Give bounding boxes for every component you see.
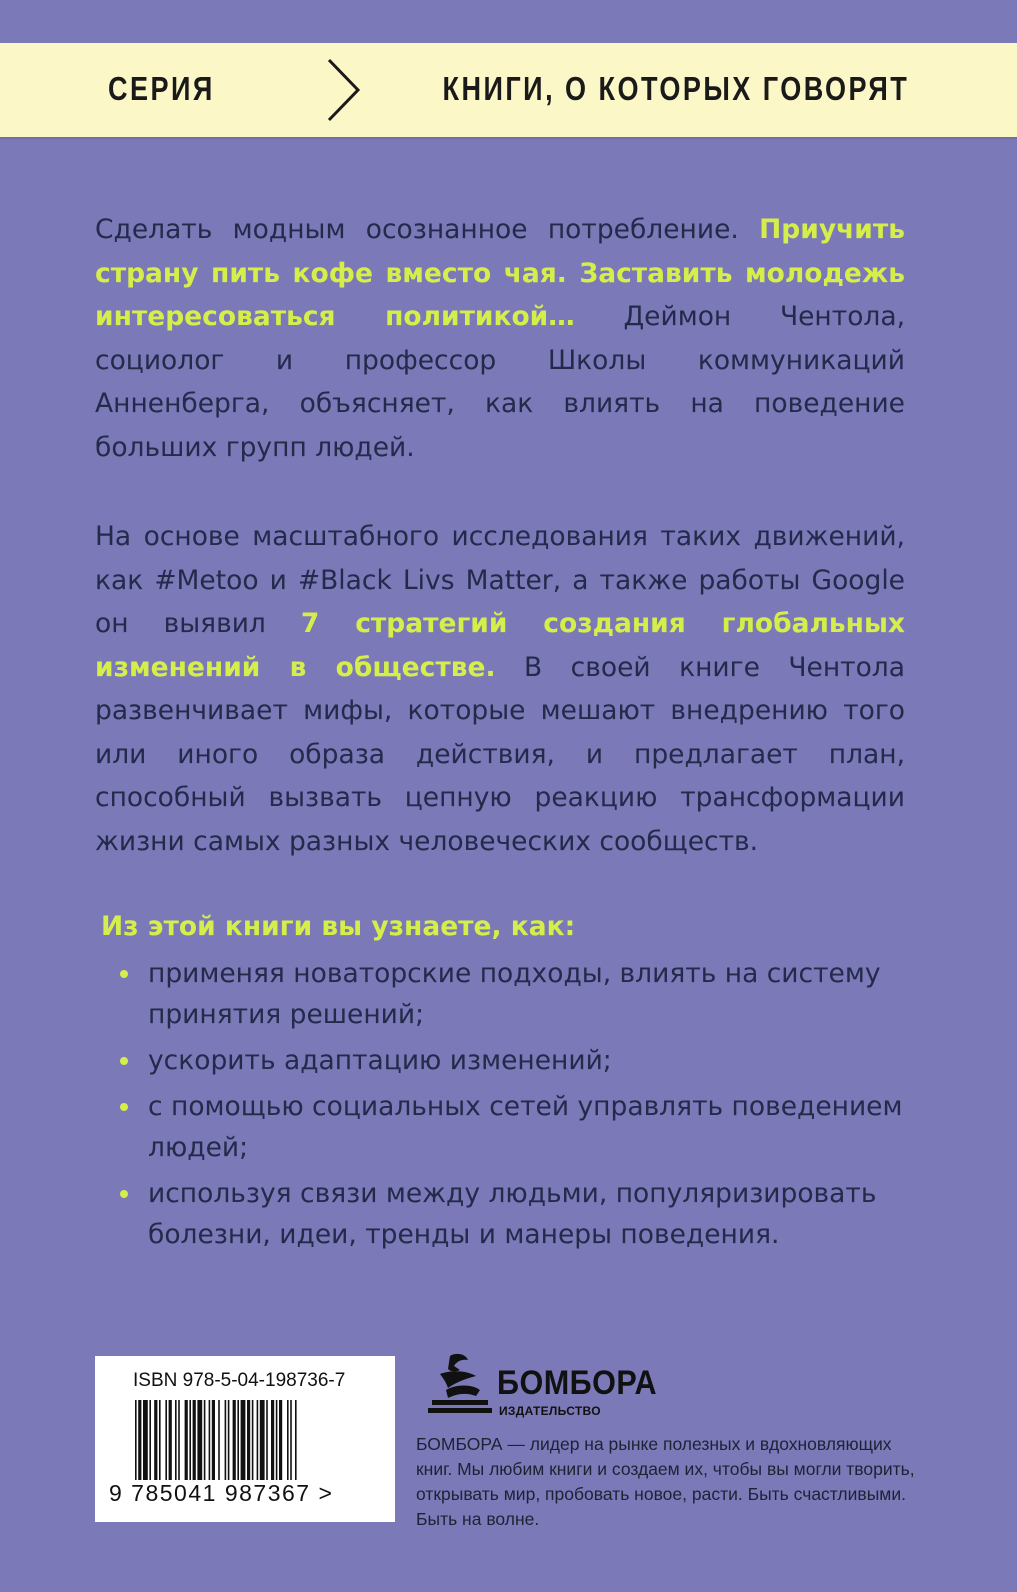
series-title: КНИГИ, О КОТОРЫХ ГОВОРЯТ xyxy=(442,70,909,107)
isbn-label: ISBN 978-5-04-198736-7 xyxy=(133,1370,346,1391)
research-text: На основе масштабного исследования таких движений, как #Metoo и #Black Livs Matter, а также работы Google он выявил xyxy=(95,521,905,639)
intro-text-continued: Деймон Чентола, социолог и профессор Школы коммуникаций Анненберга, объясняет, как влиять на поведение больших групп людей. xyxy=(95,301,906,463)
intro-paragraph xyxy=(95,208,905,469)
publisher-description: БОМБОРА — лидер на рынке полезных и вдохновляющих книг. Мы любим книги и создаем их, чтобы вы могли творить, открывать мир, пробовать новое, расти. Быть счастливыми. Быть на волне. xyxy=(416,1434,915,1529)
learn-heading: Из этой книги вы узнаете, как: xyxy=(101,911,576,942)
bombora-logo-icon xyxy=(426,1352,494,1414)
list-item-text: с помощью социальных сетей управлять поведением людей; xyxy=(148,1091,903,1163)
barcode-icon xyxy=(135,1400,365,1480)
bullet-icon xyxy=(120,970,128,978)
bullet-icon xyxy=(120,1103,128,1111)
research-text-continued: В своей книге Чентола развенчивает мифы, которые мешают внедрению того или иного образа действия, и предлагает план, способный вызвать цепную реакцию трансформации жизни самых разных человеческих сообществ. xyxy=(95,651,905,857)
isbn-barcode-box xyxy=(95,1356,395,1522)
barcode-digits: 9 785041 987367 > xyxy=(109,1480,334,1506)
list-item xyxy=(120,1086,920,1168)
list-item xyxy=(120,1040,920,1081)
series-band xyxy=(0,43,1017,137)
research-highlight: 7 стратегий создания глобальных изменений в обществе. xyxy=(95,608,905,683)
chevron-right-icon xyxy=(326,58,362,122)
publisher-subtitle: ИЗДАТЕЛЬСТВО xyxy=(499,1404,601,1418)
intro-highlight: Приучить страну пить кофе вместо чая. Заставить молодежь интересоваться политикой… xyxy=(95,214,905,332)
bullet-icon xyxy=(120,1190,128,1198)
publisher-name: БОМБОРА xyxy=(497,1364,658,1402)
intro-text: Сделать модным осознанное потребление. xyxy=(95,214,760,245)
series-label: СЕРИЯ xyxy=(108,70,215,107)
list-item-text: используя связи между людьми, популяризировать болезни, идеи, тренды и манеры поведения. xyxy=(148,1178,877,1250)
list-item xyxy=(120,1173,920,1255)
list-item-text: применяя новаторские подходы, влиять на систему принятия решений; xyxy=(148,958,881,1030)
list-item-text: ускорить адаптацию изменений; xyxy=(148,1045,612,1076)
research-paragraph xyxy=(95,515,905,863)
bullet-icon xyxy=(120,1057,128,1065)
list-item xyxy=(120,953,920,1035)
learn-list xyxy=(120,953,920,1260)
